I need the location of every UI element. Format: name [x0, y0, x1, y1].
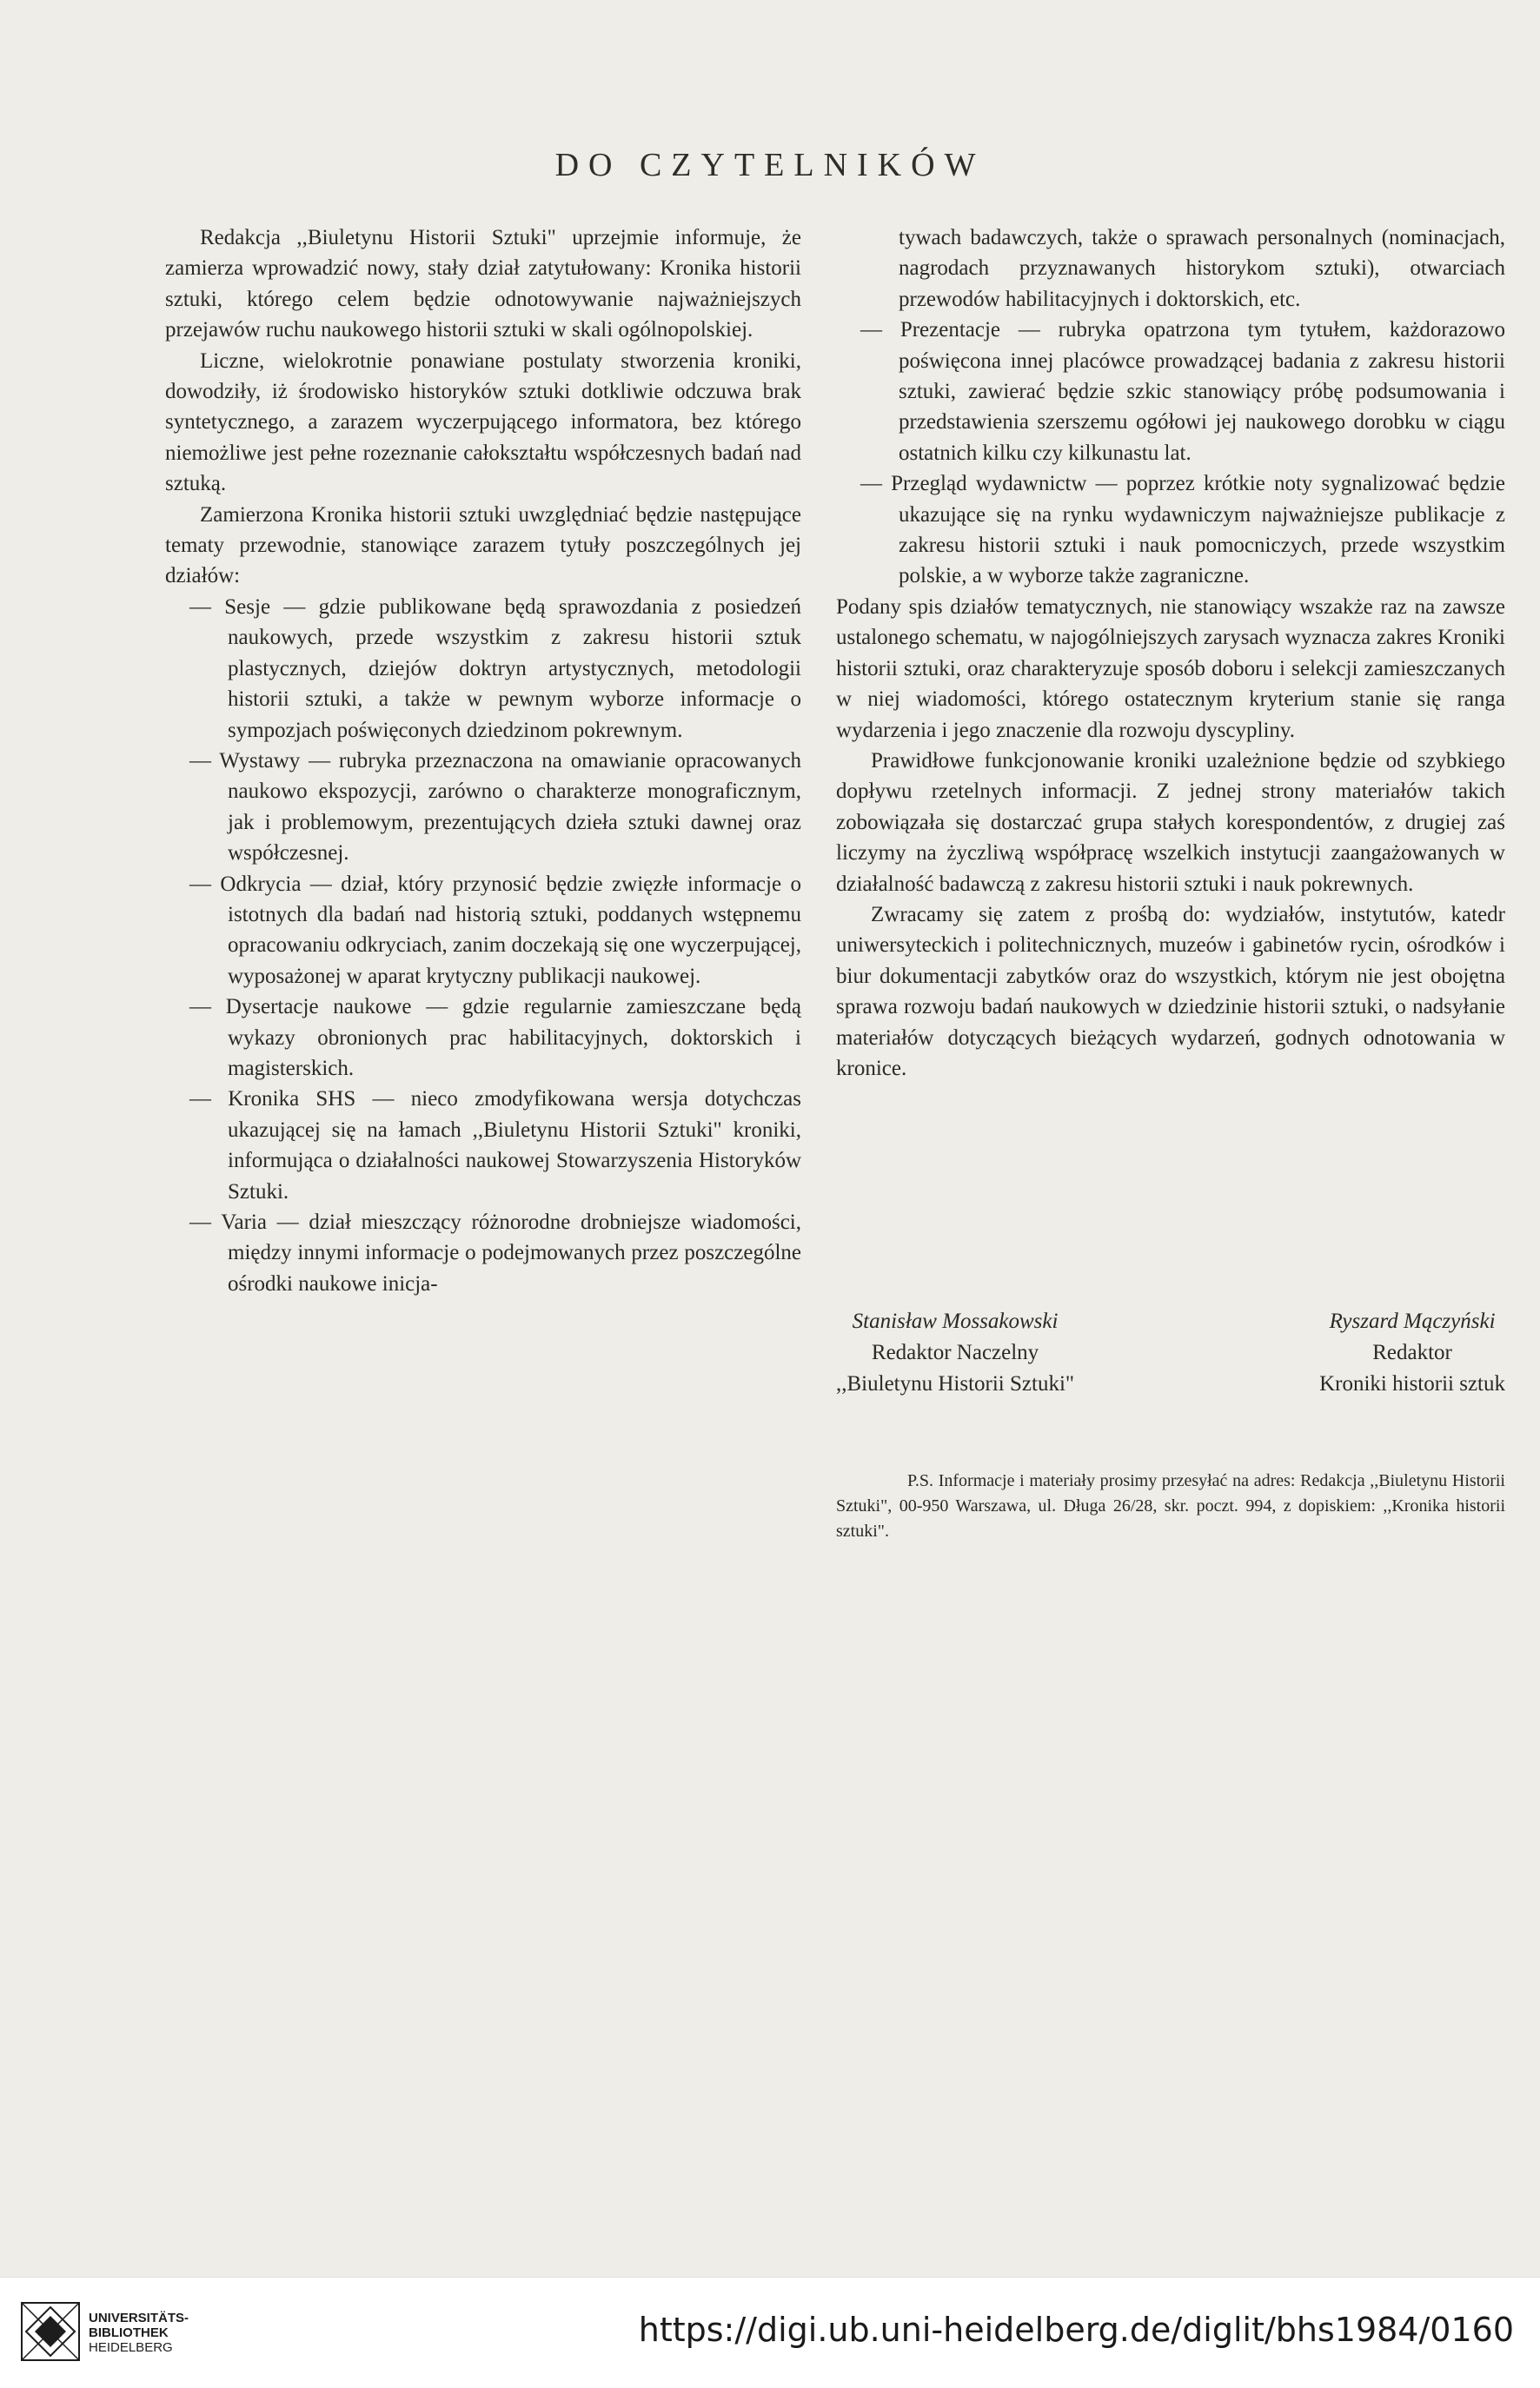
library-name-line: BIBLIOTHEK [89, 2325, 169, 2340]
signatures [836, 1306, 1505, 1400]
university-library-logo-icon[interactable] [21, 2302, 80, 2361]
signature-role: Redaktor [1372, 1341, 1452, 1364]
page-title: DO CZYTELNIKÓW [554, 147, 986, 183]
signature-role: Redaktor Naczelny [871, 1341, 1039, 1364]
right-column [836, 222, 1505, 1084]
paragraph: Zamierzona Kronika historii sztuki uwzględniać będzie następujące tematy przewodnie, stanowiące zarazem tytuły poszczególnych jej działów: [165, 502, 801, 588]
list-item: — Kronika SHS — nieco zmodyfikowana wersja dotychczas ukazującej się na łamach ,,Biuletynu Historii Sztuki" kroniki, informująca o działalności naukowej Stowarzyszenia Historyków Sztuki. [189, 1087, 801, 1204]
paragraph: Liczne, wielokrotnie ponawiane postulaty stworzenia kroniki, dowodziły, iż środowisko historyków sztuki dotkliwie odczuwa brak syntetycznego, a zarazem wyczerpującego informatora, bez którego niemożliwe jest pełne rozeznanie całokształtu współczesnych badań nad sztuką. [165, 348, 801, 496]
paragraph: Podany spis działów tematycznych, nie stanowiący wszakże raz na zawsze ustalonego schematu, w najogólniejszych zarysach wyznacza zakres Kroniki historii sztuki, oraz charakteryzuje sposób doboru i selekcji zamieszczanych w niej wiadomości, którego ostatecznym kryterium stanie się ranga wydarzenia i jego znaczenie dla rozwoju dyscypliny. [836, 594, 1505, 742]
signature-org: Kroniki historii sztuk [1319, 1372, 1505, 1396]
signature-name: Ryszard Mączyński [1329, 1310, 1496, 1333]
library-name-line: UNIVERSITÄTS- [89, 2311, 189, 2325]
signature-chronicle-editor [1319, 1306, 1505, 1400]
list-item: — Przegląd wydawnictw — poprzez krótkie noty sygnalizować będzie ukazujące się na rynku wydawniczym najważniejsze publikacje z zakresu historii sztuki i nauk pomocniczych, przede wszystkim polskie, a w wyborze także zagraniczne. [860, 472, 1505, 588]
paragraph: Prawidłowe funkcjonowanie kroniki uzależnione będzie od szybkiego dopływu rzetelnych informacji. Z jednej strony materiałów takich zobowiązała się dostarczać grupa stałych korespondentów, z drugiej zaś liczymy na życzliwą współpracę wszelkich instytucji zaangażowanych w działalność badawczą z zakresu historii sztuki i nauk pokrewnych. [836, 748, 1505, 896]
signature-org: ,,Biuletynu Historii Sztuki" [836, 1372, 1075, 1396]
list-item: — Prezentacje — rubryka opatrzona tym tytułem, każdorazowo poświęcona innej placówce prowadzącej badania z zakresu historii sztuki, zawierać będzie szkic stanowiący próbę podsumowania i przedstawienia szerszemu ogółowi jej naukowego dorobku w ciągu ostatnich kilku czy kilkunastu lat. [860, 318, 1505, 465]
footer-bar [0, 2277, 1540, 2388]
list-item: — Odkrycia — dział, który przynosić będzie zwięzłe informacje o istotnych dla badań nad historią sztuki, poddanych wstępnemu opracowaniu odkryciach, zanim doczekają się one wyczerpującej, wyposażonej w aparat krytyczny publikacji naukowej. [189, 872, 801, 988]
signature-name: Stanisław Mossakowski [852, 1310, 1059, 1333]
paragraph: Zwracamy się zatem z prośbą do: wydziałów, instytutów, katedr uniwersyteckich i politechnicznych, muzeów i gabinetów rycin, ośrodków i biur dokumentacji zabytków oraz do wszystkich, którym nie jest obojętna sprawa rozwoju badań naukowych w dziedzinie historii sztuki, o nadsyłanie materiałów dotyczących bieżących wydarzeń, godnych odnotowania w kronice. [836, 902, 1505, 1080]
document-url-link[interactable]: https://digi.ub.uni-heidelberg.de/diglit/bhs1984/0160 [638, 2311, 1514, 2349]
postscript-text: P.S. Informacje i materiały prosimy przesyłać na adres: Redakcja ,,Biuletynu Historii Sztuki", 00-950 Warszawa, ul. Długa 26/28, skr. poczt. 994, z dopiskiem: ,,Kronika historii sztuki". [836, 1471, 1505, 1541]
paragraph: Redakcja ,,Biuletynu Historii Sztuki" uprzejmie informuje, że zamierza wprowadzić nowy, stały dział zatytułowany: Kronika historii sztuki, którego celem będzie odnotowywanie najważniejszych przejawów ruchu naukowego historii sztuki w skali ogólnopolskiej. [165, 226, 801, 342]
list-item: — Varia — dział mieszczący różnorodne drobniejsze wiadomości, między innymi informacje o podejmowanych przez poszczególne ośrodki naukowe inicja- [189, 1211, 801, 1296]
list-item-continuation: tywach badawczych, także o sprawach personalnych (nominacjach, nagrodach przyznawanych historykom sztuki), otwarciach przewodów habilitacyjnych i doktorskich, etc. [899, 226, 1505, 311]
library-name-line: HEIDELBERG [89, 2340, 173, 2355]
library-name[interactable] [89, 2311, 189, 2355]
signature-editor-in-chief [836, 1306, 1074, 1400]
list-item: — Wystawy — rubryka przeznaczona na omawianie opracowanych naukowo ekspozycji, zarówno o charakterze monograficznym, jak i problemowym, prezentujących dzieła sztuki dawnej oraz współczesnej. [189, 748, 801, 866]
list-item: — Sesje — gdzie publikowane będą sprawozdania z posiedzeń naukowych, przede wszystkim z zakresu historii sztuk plastycznych, dziejów doktryn artystycznych, metodologii historii sztuki, a także w pewnym wyborze informacje o sympozjach poświęconych dziedzinom pokrewnym. [189, 594, 801, 742]
list-item: — Dysertacje naukowe — gdzie regularnie zamieszczane będą wykazy obronionych prac habilitacyjnych, doktorskich i magisterskich. [189, 995, 801, 1080]
left-column [165, 222, 801, 1299]
postscript [836, 1469, 1505, 1544]
